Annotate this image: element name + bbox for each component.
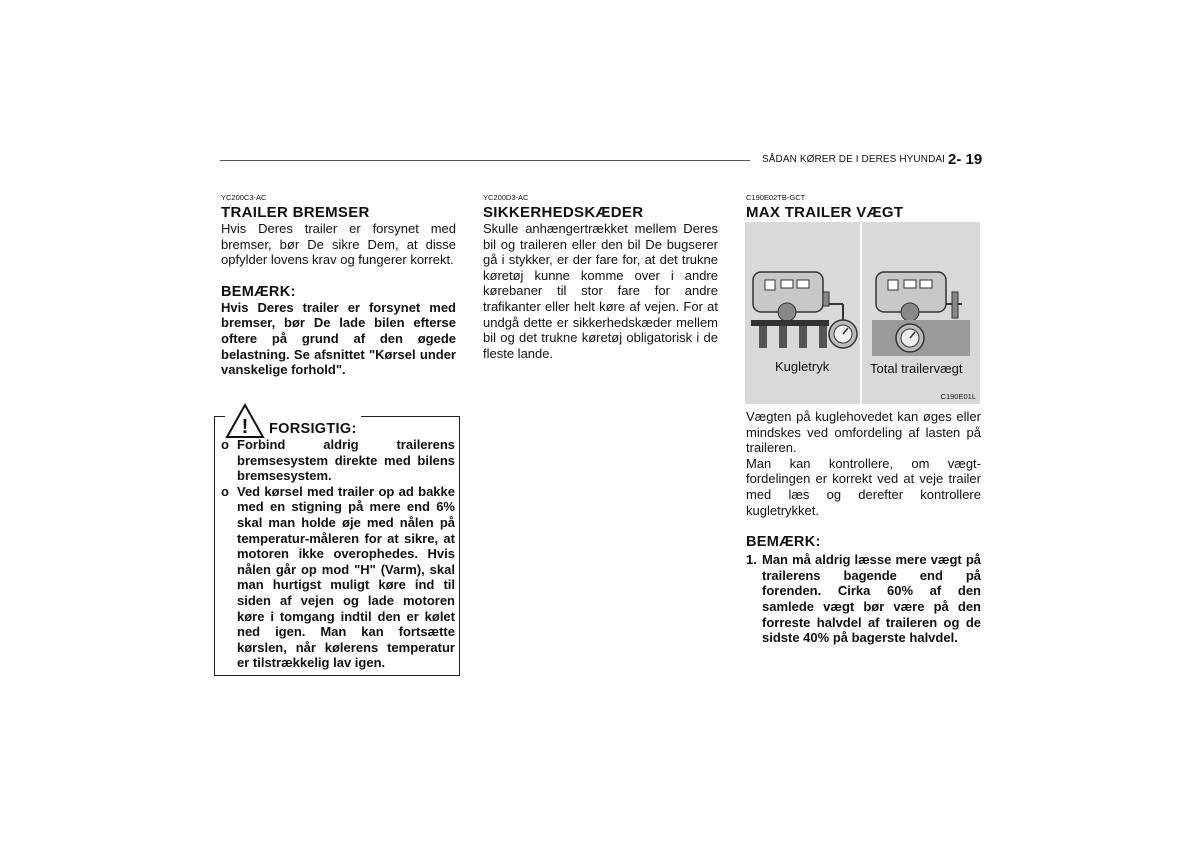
body-paragraph-2: Man kan kontrollere, om vægt-fordelingen er korrekt ved at veje trailer med læs og derefter kontrollere kugletrykket. — [746, 455, 981, 518]
tongue-weight-illustration — [745, 262, 860, 357]
bullet: o — [221, 483, 229, 499]
note-number: 1. — [746, 552, 757, 568]
note-heading: BEMÆRK: — [221, 283, 296, 300]
section-body: Skulle anhængertrækket mellem Deres bil og traileren eller den bil De bugserer gå i stykker, er der fare for, at det trukne køretøj kunne komme over i andre kørebaner til stor fare for andre trafikanter eller helt køre af vejen. For at undgå dette er sikkerhedskæder mellem bil og det trukne køretøj obligatorisk i de fleste lande. — [483, 221, 718, 361]
section-code: C190E02TB-GCT — [746, 193, 806, 202]
section-heading: SIKKERHEDSKÆDER — [483, 204, 644, 221]
section-heading: TRAILER BREMSER — [221, 204, 370, 221]
total-weight-illustration — [862, 262, 980, 357]
caution-header — [225, 403, 361, 439]
total-weight-label: Total trailervægt — [870, 361, 963, 376]
caution-box — [214, 416, 460, 676]
section-body: Hvis Deres trailer er forsynet med bremser, bør De sikre Dem, at disse opfylder lovens krav og fungerer korrekt. — [221, 221, 456, 268]
bullet: o — [221, 437, 229, 452]
tongue-weight-label: Kugletryk — [775, 359, 830, 374]
column-safety-chains — [483, 193, 718, 361]
column-max-trailer-weight-header — [746, 193, 981, 221]
page-number: 2- 19 — [948, 151, 983, 168]
column-trailer-brakes — [221, 193, 456, 378]
column-max-trailer-weight-body — [746, 409, 981, 646]
section-code: YC200D3-AC — [483, 193, 529, 202]
caution-title: FORSIGTIG: — [269, 421, 357, 437]
note-list — [746, 552, 981, 646]
body-paragraph-1: Vægten på kuglehovedet kan øges eller mindskes ved omfordeling af lasten på traileren. — [746, 409, 981, 456]
warning-glyph: ! — [241, 416, 249, 438]
note-heading: BEMÆRK: — [746, 534, 821, 551]
section-code: YC200C3-AC — [221, 193, 267, 202]
note-body: Hvis Deres trailer er forsynet med bremser, bør De lade bilen efterse oftere på grund af den øgede belastning. Se afsnittet "Kørsel under vanskelige forhold". — [221, 299, 456, 378]
caution-item — [221, 484, 455, 671]
caution-list — [221, 437, 455, 671]
section-title: SÅDAN KØRER DE I DERES HYUNDAI — [762, 154, 946, 165]
caution-item-text: Ved kørsel med trailer op ad bakke med en stigning på mere end 6% skal man holde øje med nålen på temperatur-måleren for at sikre, at motoren ikke overophedes. Hvis nålen går op mod "H" (Varm), skal man hurtigst muligt køre ind til siden af vejen og lade motoren køre i tomgang indtil den er kølet ned igen. Man kan fortsætte kørslen, når kølerens temperatur er tilstrækkelig lav igen. — [237, 483, 455, 671]
caution-item — [221, 437, 455, 484]
warning-triangle-icon — [225, 403, 265, 439]
caution-item-text: Forbind aldrig trailerens bremsesystem direkte med bilens bremsesystem. — [237, 437, 455, 484]
figure-code: C190E01L — [940, 392, 976, 401]
note-text: Man må aldrig læsse mere vægt på trailerens bagende end på forenden. Cirka 60% af den samlede vægt bør være på den forreste halvdel af traileren og de sidste 40% på bagerste halvdel. — [762, 552, 981, 646]
weight-figure — [745, 222, 980, 404]
header-rule — [220, 160, 750, 161]
section-heading: MAX TRAILER VÆGT — [746, 204, 904, 221]
note-item — [746, 552, 981, 646]
